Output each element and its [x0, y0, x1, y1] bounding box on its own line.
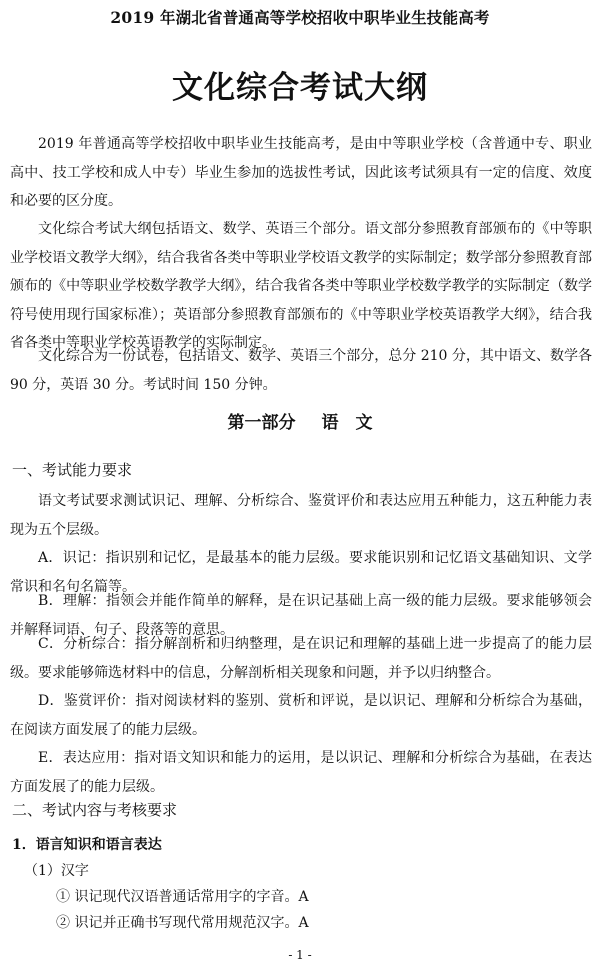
level-a: A．识记：指识别和记忆，是最基本的能力层级。要求能识别和记忆语文基础知识、文学常识和名句名篇等。	[10, 550, 592, 595]
section1-intro: 语文考试要求测试识记、理解、分析综合、鉴赏评价和表达应用五种能力，这五种能力表现为五个层级。	[10, 493, 592, 538]
part-subject: 语 文	[321, 413, 373, 433]
level-b: B．理解：指领会并能作简单的解释，是在识记基础上高一级的能力层级。要求能够领会并解释词语、句子、段落等的意思。	[10, 593, 592, 638]
page-number: - 1 -	[288, 948, 312, 962]
subsubsection-heading: （1）汉字	[24, 863, 89, 879]
section-heading-2: 二、考试内容与考核要求	[12, 801, 178, 819]
intro-paragraph-3: 文化综合为一份试卷，包括语文、数学、英语三个部分，总分 210 分，其中语文、数学各 90 分，英语 30 分。考试时间 150 分钟。	[10, 348, 592, 393]
document-title: 文化综合考试大纲	[172, 70, 428, 106]
subsection-heading: 1．语言知识和语言表达	[12, 837, 162, 853]
part-heading	[0, 408, 600, 433]
list-item: ② 识记并正确书写现代常用规范汉字。A	[56, 915, 309, 931]
intro-paragraph-1: 2019 年普通高等学校招收中职毕业生技能高考，是由中等职业学校（含普通中专、职业高中、技工学校和成人中专）毕业生参加的选拔性考试，因此该考试须具有一定的信度、效度和必要的区分度。	[10, 136, 592, 209]
level-c: C．分析综合：指分解剖析和归纳整理，是在识记和理解的基础上进一步提高了的能力层级。要求能够筛选材料中的信息，分解剖析相关现象和问题，并予以归纳整合。	[10, 636, 592, 681]
level-e: E．表达应用：指对语文知识和能力的运用，是以识记、理解和分析综合为基础，在表达方面发展了的能力层级。	[10, 750, 592, 795]
part-label: 第一部分	[227, 413, 296, 433]
section-heading-1: 一、考试能力要求	[12, 461, 133, 479]
exam-header: 2019 年湖北省普通高等学校招收中职毕业生技能高考	[110, 8, 490, 27]
intro-paragraph-2: 文化综合考试大纲包括语文、数学、英语三个部分。语文部分参照教育部颁布的《中等职业学校语文教学大纲》，结合我省各类中等职业学校语文教学的实际制定；数学部分参照教育部颁布的《中等职业学校数学教学大纲》，结合我省各类中等职业学校数学教学的实际制定（数学符号使用现行国家标准）；英语部分参照教育部颁布的《中等职业学校英语教学大纲》，结合我省各类中等职业学校英语教学的实际制定。	[10, 221, 592, 351]
list-item: ① 识记现代汉语普通话常用字的字音。A	[56, 889, 309, 905]
level-d: D．鉴赏评价：指对阅读材料的鉴别、赏析和评说，是以识记、理解和分析综合为基础，在阅读方面发展了的能力层级。	[10, 693, 592, 738]
